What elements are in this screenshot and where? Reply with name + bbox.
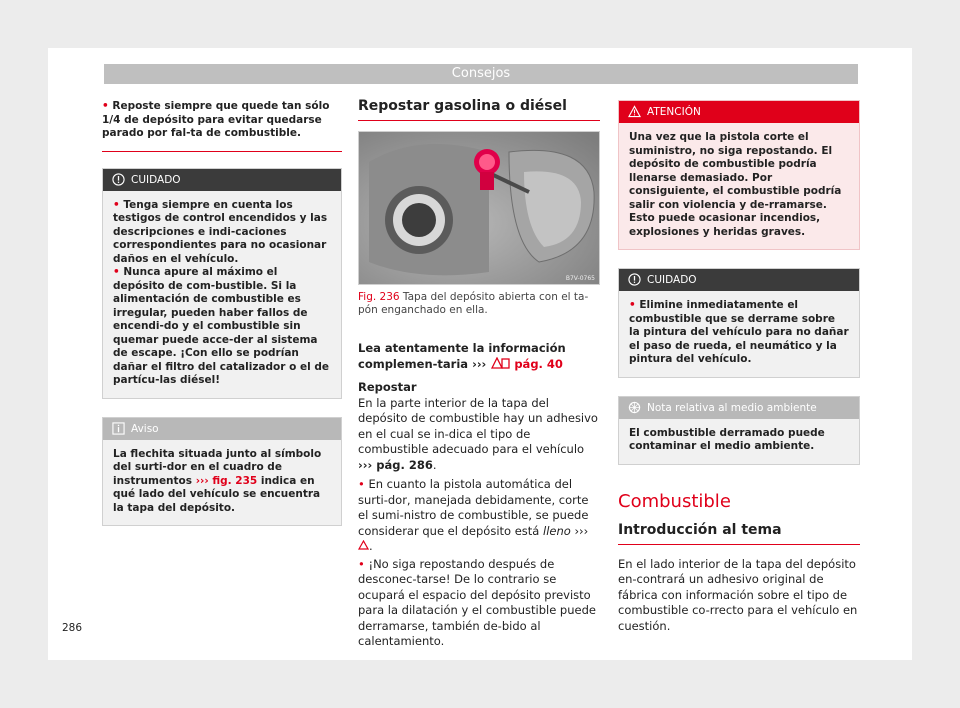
warning-book-icon xyxy=(490,357,510,369)
medio-callout xyxy=(618,396,860,465)
medio-title: Nota relativa al medio ambiente xyxy=(647,401,817,414)
cuidado-header xyxy=(619,269,859,291)
figure-number: Fig. 236 xyxy=(358,291,400,303)
aviso-body: La flechita situada junto al símbolo del surti-dor en el cuadro de instrumentos ››› fig. 235 indica en qué lado del vehículo se encuentra la tapa del depósito. xyxy=(103,440,341,526)
atencion-title: ATENCIÓN xyxy=(647,106,701,118)
column-left xyxy=(102,98,342,526)
atencion-callout xyxy=(618,100,860,250)
figure-caption: Fig. 236 Tapa del depósito abierta con el ta-pón enganchado en ella. xyxy=(358,291,589,316)
medio-header xyxy=(619,397,859,419)
atencion-body: Una vez que la pistola corte el suministro, no siga repostando. El depósito de combustible podría llenarse demasiado. Por consiguiente, el combustible podría salir con violencia y de-rramarse. Esto puede ocasionar incendios, explosiones y heridas graves. xyxy=(619,123,859,249)
cuidado-title: CUIDADO xyxy=(131,173,181,186)
intro-paragraph: En el lado interior de la tapa del depósito en-contrará un adhesivo original de fábrica con información sobre el tipo de combustible co-rrecto para el vehículo en cuestión. xyxy=(618,556,858,633)
atencion-header xyxy=(619,101,859,123)
cuidado-item: • Tenga siempre en cuenta los testigos de control encendidos y las descripciones e indi-caciones correspondientes para no ocasionar daños en el vehículo. xyxy=(113,198,328,265)
aviso-header xyxy=(103,418,341,440)
section-title: Repostar gasolina o diésel xyxy=(358,98,600,121)
cuidado-title: CUIDADO xyxy=(647,274,697,286)
cuidado-body xyxy=(103,191,341,398)
warning-icon xyxy=(358,540,369,550)
chapter-title: Combustible xyxy=(618,490,731,512)
page-ref[interactable]: ››› pág. 286 xyxy=(358,457,433,472)
warning-icon xyxy=(628,105,641,118)
cuidado-callout-right xyxy=(618,268,860,378)
caution-icon xyxy=(112,173,125,186)
aviso-title: Aviso xyxy=(131,422,159,435)
cuidado-callout xyxy=(102,168,342,399)
fig-link[interactable]: ››› fig. 235 xyxy=(195,474,258,487)
medio-body: El combustible derramado puede contaminar el medio ambiente. xyxy=(619,419,859,464)
aviso-callout xyxy=(102,417,342,527)
main-text xyxy=(358,341,600,650)
bullet-icon: • xyxy=(102,100,109,112)
column-middle xyxy=(358,98,600,650)
lead-paragraph: Lea atentamente la información complemen-taria ››› pág. 40 xyxy=(358,341,566,371)
chapter-subtitle: Introducción al tema xyxy=(618,522,860,545)
list-item: • ¡No siga repostando después de desconec-tarse! De lo contrario se ocupará el espacio del depósito previsto para la dilatación y el combustible puede derramarse, también de-bido al calentamiento. xyxy=(358,556,596,648)
cuidado-header xyxy=(103,169,341,191)
caution-icon xyxy=(628,273,641,286)
cuidado-item: • Nunca apure al máximo el depósito de com-bustible. Si la alimentación de combustible es irregular, pueden haber fallos de encendi-do y el combustible sin quemar puede acce-der al sistema de escape. ¡Con ello se podrían dañar el filtro del catalizador o el de partícu-las diésel! xyxy=(113,266,329,386)
figure-code: B7V-0765 xyxy=(565,275,595,282)
cuidado-body: • Elimine inmediatamente el combustible que se derrame sobre la pintura del vehículo para no dañar el paso de rueda, el neumático y la pintura del vehículo. xyxy=(619,291,859,377)
tip-box xyxy=(102,98,342,152)
fuel-cap-figure xyxy=(358,131,600,285)
page-header: Consejos xyxy=(104,64,858,84)
subheading: Repostar xyxy=(358,380,417,394)
list-item: • En cuanto la pistola automática del surti-dor, manejada debidamente, corte el sumi-nistro de combustible, se puede considerar que el depósito está lleno ››› . xyxy=(358,477,589,553)
paragraph: En la parte interior de la tapa del depósito de combustible hay un adhesivo en el cual se in-dica el tipo de combustible adecuado para el vehículo ››› pág. 286. xyxy=(358,395,598,472)
fuel-door-illustration xyxy=(359,132,600,284)
tip-text: Reposte siempre que quede tan sólo 1/4 de depósito para evitar quedarse parado por fal-ta de combustible. xyxy=(102,100,330,139)
page-link[interactable]: pág. 40 xyxy=(514,356,563,371)
environment-icon xyxy=(628,401,641,414)
column-right xyxy=(618,98,860,634)
page-number: 286 xyxy=(62,622,83,634)
info-icon xyxy=(112,422,125,435)
